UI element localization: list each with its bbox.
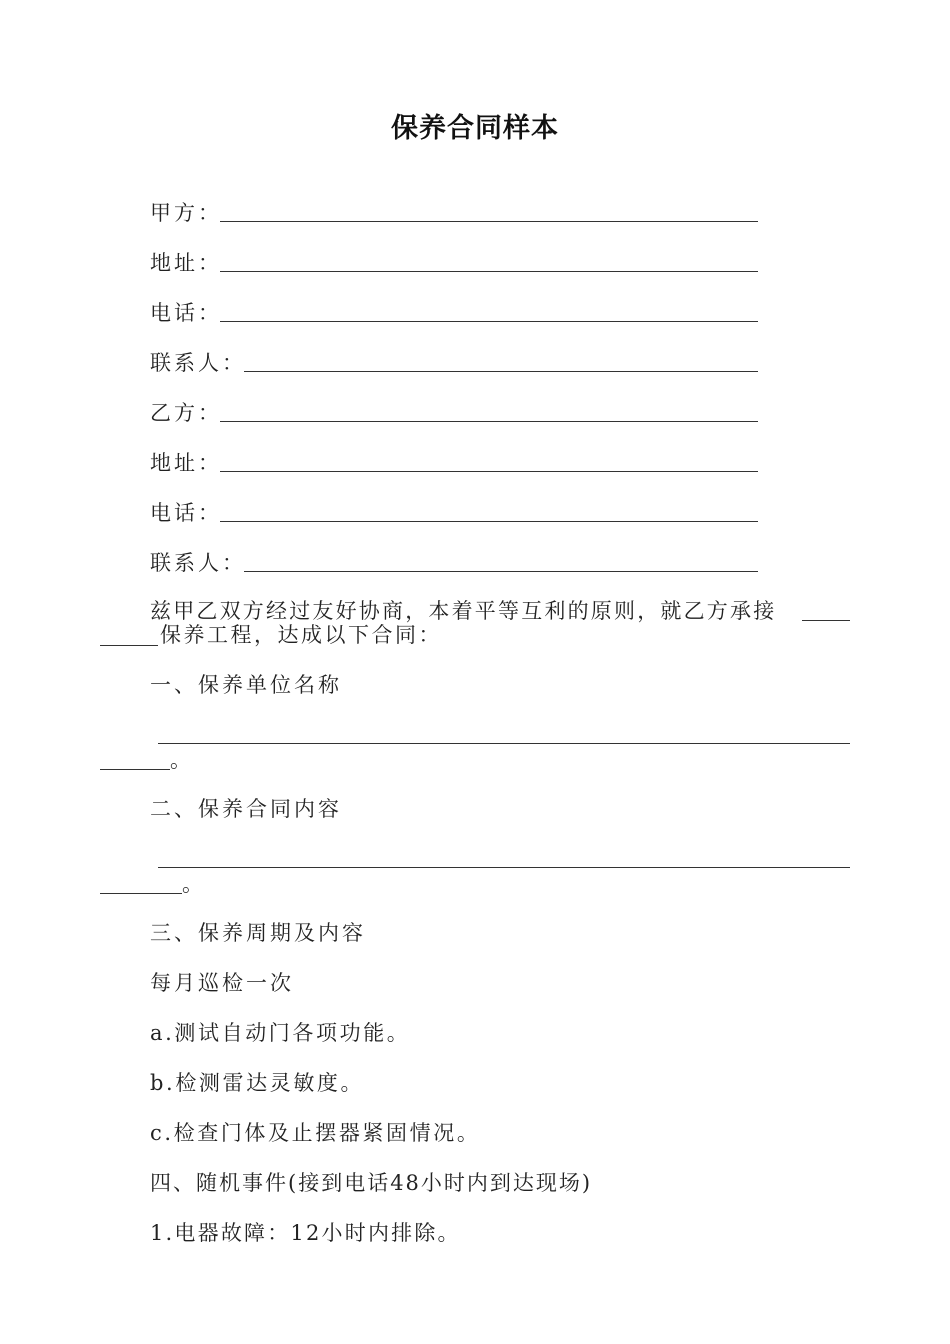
section-1-end-mark: 。 bbox=[170, 748, 194, 772]
section-3-item-b: b.检测雷达灵敏度。 bbox=[150, 1071, 365, 1095]
party-a-address-field bbox=[150, 248, 758, 278]
party-b-address-blank bbox=[220, 471, 758, 472]
section-3-heading: 三、保养周期及内容 bbox=[150, 921, 366, 945]
party-b-name-label: 乙方： bbox=[150, 401, 222, 425]
section-1-heading: 一、保养单位名称 bbox=[150, 673, 342, 697]
party-a-phone-field bbox=[150, 298, 758, 328]
party-a-name-label: 甲方： bbox=[150, 201, 222, 225]
party-a-name-field bbox=[150, 198, 758, 228]
party-a-phone-blank bbox=[220, 321, 758, 322]
intro-blank-end bbox=[802, 620, 850, 621]
section-4-item-1: 1.电器故障：12小时内排除。 bbox=[150, 1221, 461, 1245]
party-b-phone-blank bbox=[220, 521, 758, 522]
party-a-address-blank bbox=[220, 271, 758, 272]
section-3-item-a: a.测试自动门各项功能。 bbox=[150, 1021, 411, 1045]
party-a-contact-field bbox=[150, 348, 758, 378]
party-b-phone-label: 电话： bbox=[150, 501, 222, 525]
party-a-address-label: 地址： bbox=[150, 251, 222, 275]
section-1-blank-line-1 bbox=[158, 743, 850, 744]
section-2-end-mark: 。 bbox=[182, 872, 206, 896]
section-1-blank-line-2 bbox=[100, 769, 170, 770]
section-2-blank-line-2 bbox=[100, 893, 182, 894]
party-b-address-field bbox=[150, 448, 758, 478]
intro-line-2: 保养工程，达成以下合同： bbox=[160, 623, 442, 647]
party-b-contact-blank bbox=[244, 571, 758, 572]
party-b-name-field bbox=[150, 398, 758, 428]
party-b-name-blank bbox=[220, 421, 758, 422]
section-3-subheading: 每月巡检一次 bbox=[150, 971, 294, 995]
section-4-heading: 四、随机事件(接到电话48小时内到达现场) bbox=[150, 1171, 593, 1195]
party-b-contact-label: 联系人： bbox=[150, 551, 246, 575]
party-b-contact-field bbox=[150, 548, 758, 578]
section-2-blank-line-1 bbox=[158, 867, 850, 868]
intro-line-1: 兹甲乙双方经过友好协商，本着平等互利的原则，就乙方承接 bbox=[150, 599, 777, 623]
section-3-item-c: c.检查门体及止摆器紧固情况。 bbox=[150, 1121, 481, 1145]
party-a-contact-blank bbox=[244, 371, 758, 372]
section-2-heading: 二、保养合同内容 bbox=[150, 797, 342, 821]
party-a-contact-label: 联系人： bbox=[150, 351, 246, 375]
party-a-name-blank bbox=[220, 221, 758, 222]
party-b-phone-field bbox=[150, 498, 758, 528]
party-a-phone-label: 电话： bbox=[150, 301, 222, 325]
party-b-address-label: 地址： bbox=[150, 451, 222, 475]
intro-blank-start bbox=[100, 645, 158, 646]
document-title: 保养合同样本 bbox=[391, 113, 559, 144]
